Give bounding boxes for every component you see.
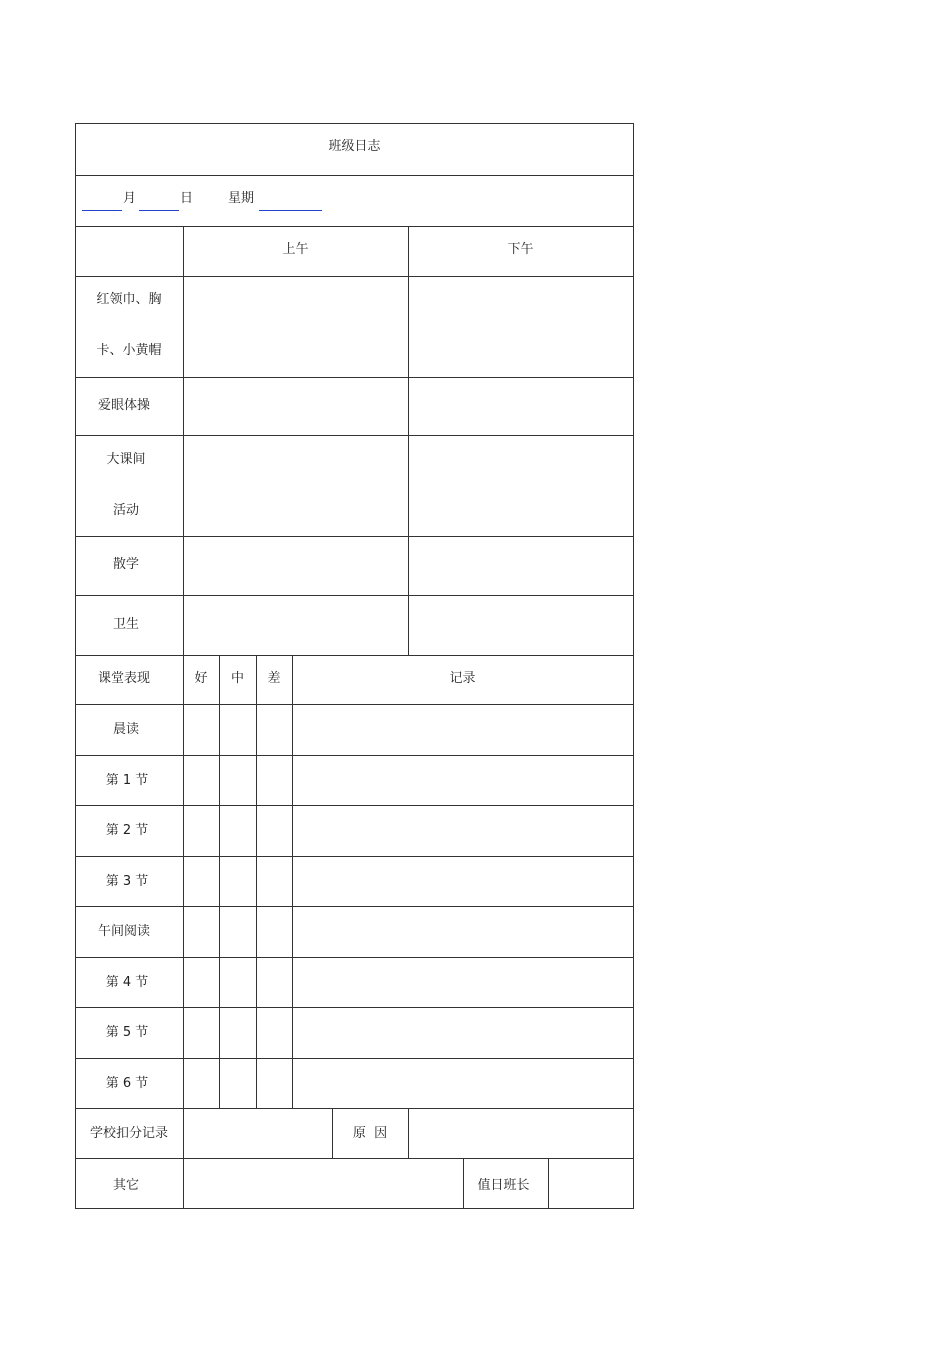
col-divider — [408, 226, 409, 655]
rating-good-header: 好 — [194, 671, 208, 686]
row-divider — [75, 755, 634, 756]
row-divider — [75, 856, 634, 857]
row-divider — [75, 435, 634, 436]
row-divider — [75, 536, 634, 537]
monitor-field[interactable] — [549, 1159, 633, 1208]
check-label-dismissal: 散学 — [112, 557, 139, 572]
row-divider — [75, 655, 634, 656]
check-label-badge: 卡、小黄帽 — [96, 343, 162, 358]
col-divider — [292, 655, 293, 1108]
row-divider — [75, 1007, 634, 1008]
month-label: 月 — [123, 191, 137, 206]
col-divider — [219, 655, 220, 1108]
border-top — [75, 123, 634, 124]
rating-medium-header: 中 — [230, 671, 244, 686]
reason-label: 原 因 — [352, 1126, 388, 1141]
row-divider — [75, 906, 634, 907]
row-divider — [75, 377, 634, 378]
check-label-hygiene: 卫生 — [112, 617, 139, 632]
row-divider — [75, 704, 634, 705]
period-label: 午间阅读 — [97, 924, 150, 939]
deduction-label: 学校扣分记录 — [89, 1126, 168, 1141]
period-label: 第 1 节 — [105, 773, 149, 788]
deduction-field[interactable] — [184, 1109, 332, 1158]
row-divider — [75, 175, 634, 176]
afternoon-header: 下午 — [507, 242, 534, 257]
col-divider — [256, 655, 257, 1108]
border-right — [633, 123, 634, 1209]
period-label: 第 4 节 — [105, 975, 149, 990]
check-label-break-activity: 活动 — [112, 503, 139, 518]
col-divider — [183, 226, 184, 1209]
row-divider — [75, 805, 634, 806]
check-label-eye-exercise: 爱眼体操 — [97, 398, 150, 413]
check-label-break-activity: 大课间 — [106, 452, 146, 467]
period-label: 第 3 节 — [105, 874, 149, 889]
form-title: 班级日志 — [328, 139, 381, 154]
period-label: 晨读 — [112, 722, 139, 737]
row-divider — [75, 595, 634, 596]
row-divider — [75, 1058, 634, 1059]
weekday-label: 星期 — [228, 191, 255, 206]
row-divider — [75, 957, 634, 958]
performance-label: 课堂表现 — [97, 671, 150, 686]
class-log-form — [75, 123, 634, 1209]
monitor-label: 值日班长 — [477, 1178, 530, 1193]
weekday-field[interactable] — [259, 210, 322, 211]
row-divider — [75, 226, 634, 227]
morning-header: 上午 — [282, 242, 309, 257]
border-left — [75, 123, 76, 1209]
row-divider — [75, 276, 634, 277]
check-label-badge: 红领巾、胸 — [96, 292, 162, 307]
other-label: 其它 — [112, 1178, 139, 1193]
month-field[interactable] — [82, 210, 122, 211]
day-field[interactable] — [139, 210, 179, 211]
period-label: 第 5 节 — [105, 1025, 149, 1040]
rating-poor-header: 差 — [267, 671, 281, 686]
other-field[interactable] — [184, 1159, 463, 1208]
reason-field[interactable] — [409, 1109, 633, 1158]
border-bottom — [75, 1208, 634, 1209]
day-label: 日 — [180, 191, 194, 206]
period-label: 第 2 节 — [105, 823, 149, 838]
period-label: 第 6 节 — [105, 1076, 149, 1091]
record-header: 记录 — [449, 671, 476, 686]
